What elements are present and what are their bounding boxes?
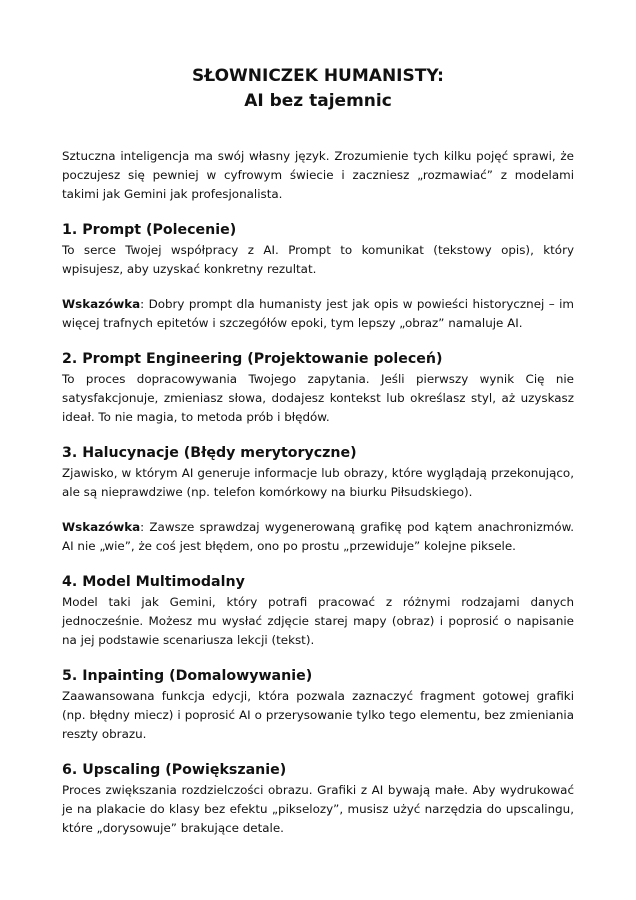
page-title xyxy=(62,64,574,114)
tip-text: : Zawsze sprawdzaj wygenerowaną grafikę pod kątem anachronizmów. AI nie „wie”, że coś jest błędem, ono po prostu „przewiduje” kolejne piksele. xyxy=(62,520,574,553)
tip-text: : Dobry prompt dla humanisty jest jak opis w powieści historycznej – im więcej trafnych epitetów i szczegółów epoki, tym lepszy „obraz” namaluje AI. xyxy=(62,297,574,330)
page-title-line-1: SŁOWNICZEK HUMANISTY: xyxy=(192,66,444,86)
section-prompt-engineering xyxy=(62,349,574,427)
page-title-line-2: AI bez tajemnic xyxy=(244,91,392,111)
section-body: Zaawansowana funkcja edycji, która pozwala zaznaczyć fragment gotowej grafiki (np. błędny miecz) i poprosić AI o przerysowanie tylko tego elementu, bez zmieniania reszty obrazu. xyxy=(62,689,574,741)
section-body: Proces zwiększania rozdzielczości obrazu. Grafiki z AI bywają małe. Aby wydrukować je na plakacie do klasy bez efektu „pikselozy”, musisz użyć narzędzia do upscalingu, które „dorysowuje” brakujące detale. xyxy=(62,783,574,835)
section-heading: 4. Model Multimodalny xyxy=(62,574,245,590)
section-upscaling xyxy=(62,760,574,838)
section-heading: 3. Halucynacje (Błędy merytoryczne) xyxy=(62,445,357,461)
section-heading: 6. Upscaling (Powiększanie) xyxy=(62,762,287,778)
section-body: To proces dopracowywania Twojego zapytania. Jeśli pierwszy wynik Cię nie satysfakcjonuje, zmieniasz słowa, dodajesz kontekst lub określasz styl, aż uzyskasz ideał. To nie magia, to metoda prób i błędów. xyxy=(62,372,574,424)
tip-label: Wskazówka xyxy=(62,297,141,311)
intro-paragraph: Sztuczna inteligencja ma swój własny język. Zrozumienie tych kilku pojęć sprawi, że poczujesz się pewniej w cyfrowym świecie i zaczniesz „rozmawiać” z modelami takimi jak Gemini jak profesjonalista. xyxy=(62,149,574,201)
section-inpainting xyxy=(62,666,574,744)
section-heading: 2. Prompt Engineering (Projektowanie poleceń) xyxy=(62,351,443,367)
tip-paragraph xyxy=(62,518,574,556)
section-prompt xyxy=(62,220,574,333)
section-heading: 1. Prompt (Polecenie) xyxy=(62,222,237,238)
section-body: Model taki jak Gemini, który potrafi pracować z różnymi rodzajami danych jednocześnie. Możesz mu wysłać zdjęcie starej mapy (obraz) i poprosić o napisanie na jej podstawie scenariusza lekcji (tekst). xyxy=(62,595,574,647)
tip-label: Wskazówka xyxy=(62,520,141,534)
section-multimodal-model xyxy=(62,572,574,650)
tip-paragraph xyxy=(62,295,574,333)
section-hallucinations xyxy=(62,443,574,556)
section-heading: 5. Inpainting (Domalowywanie) xyxy=(62,668,313,684)
section-body: To serce Twojej współpracy z AI. Prompt to komunikat (tekstowy opis), który wpisujesz, aby uzyskać konkretny rezultat. xyxy=(62,243,574,276)
section-body: Zjawisko, w którym AI generuje informacje lub obrazy, które wyglądają przekonująco, ale są nieprawdziwe (np. telefon komórkowy na biurku Piłsudskiego). xyxy=(62,466,574,499)
